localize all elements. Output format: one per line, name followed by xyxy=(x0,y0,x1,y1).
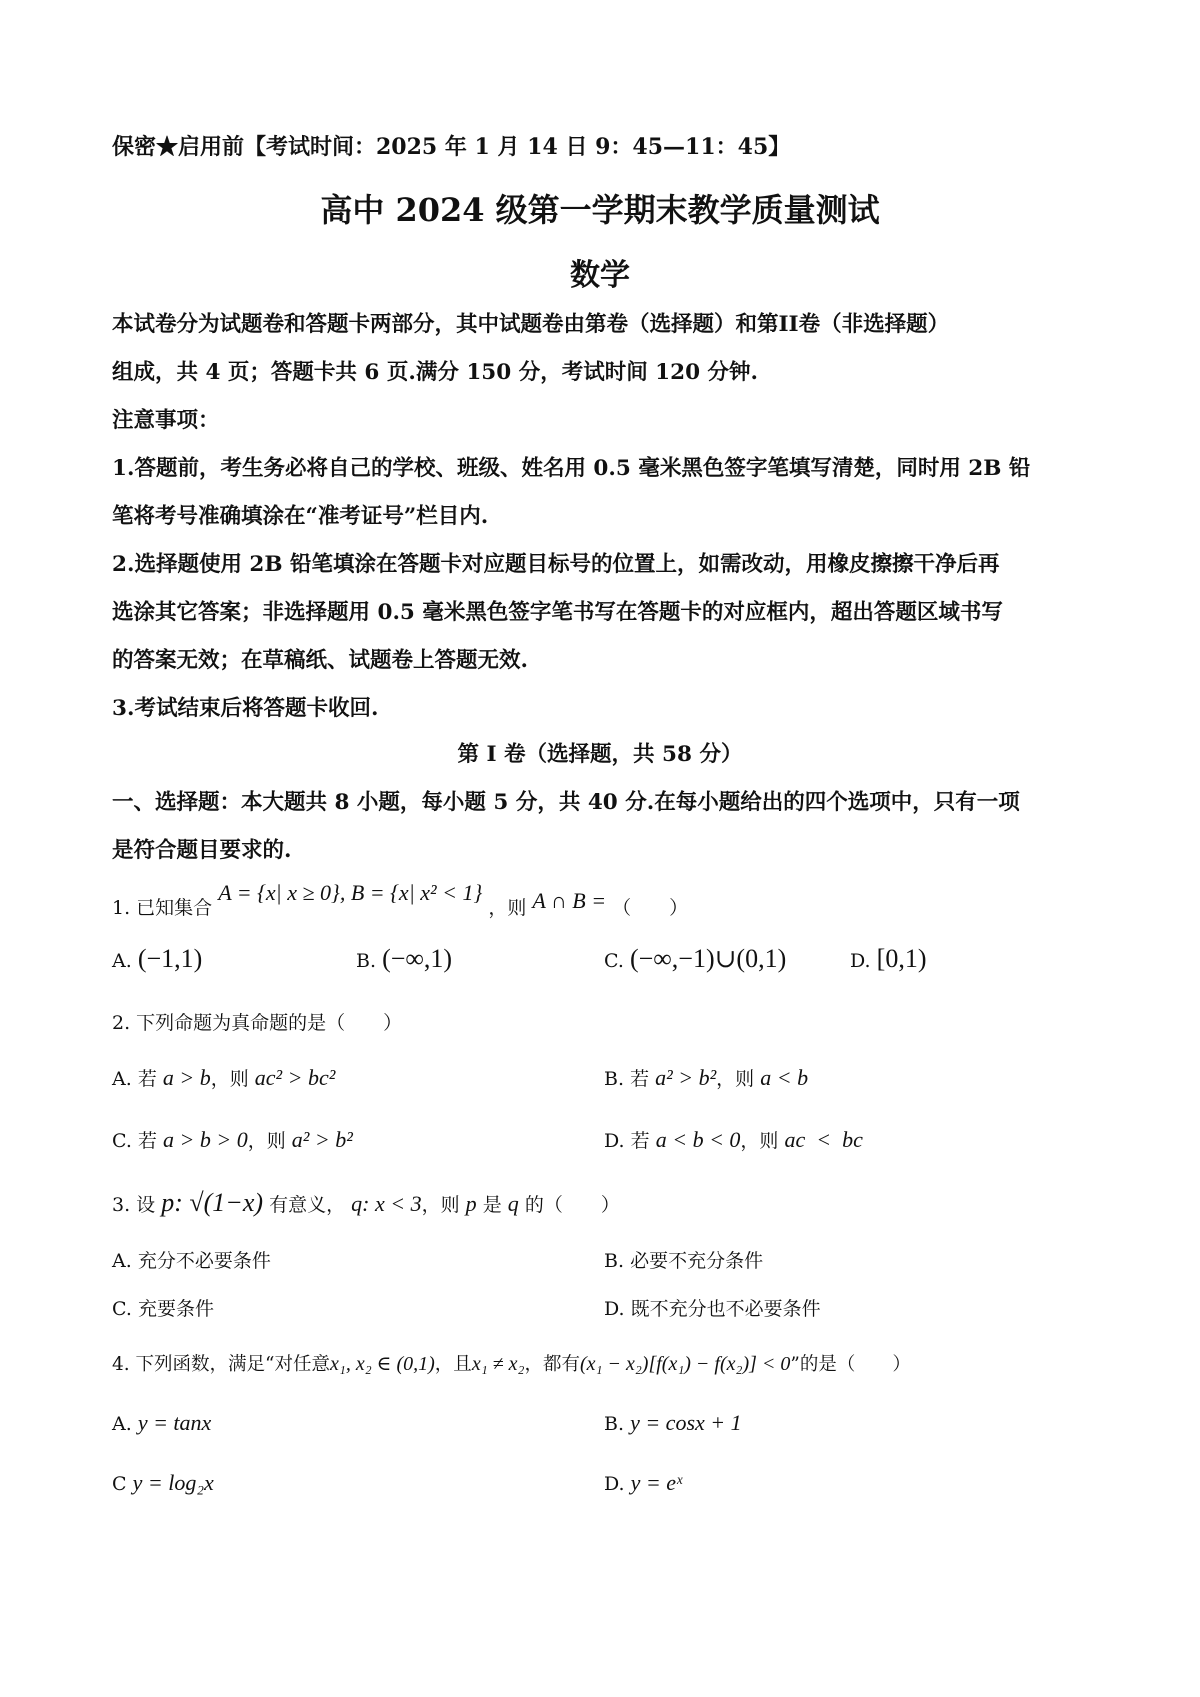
section-desc-b: 是符合题目要求的. xyxy=(112,838,292,863)
subject-title: 数学 xyxy=(570,258,630,293)
question-2-stem: 2. 下列命题为真命题的是（ ） xyxy=(112,1012,403,1034)
q1-option-b[interactable]: B. (−∞,1) xyxy=(356,944,453,973)
q1-option-c[interactable]: C. (−∞,−1)∪(0,1) xyxy=(604,944,787,973)
question-4-stem: 4. 下列函数，满足“对任意x₁, x₂ ∈ (0,1)，且x₁ ≠ x₂，都有(x₁ − x₂)[f(x₁) − f(x₂)] < 0”的是（ ） xyxy=(112,1353,911,1375)
notice-2-line-b: 选涂其它答案；非选择题用 0.5 毫米黑色签字笔书写在答题卡的对应框内，超出答题区域书写 xyxy=(112,600,1003,625)
q3-option-d[interactable]: D. 既不充分也不必要条件 xyxy=(604,1298,821,1320)
q2-option-c[interactable]: C. 若 a > b > 0，则 a² > b² xyxy=(112,1127,353,1152)
q1-option-a[interactable]: A. (−1,1) xyxy=(112,944,203,973)
q1-intersection-formula: A ∩ B = xyxy=(532,888,607,913)
q1-option-d[interactable]: D. [0,1) xyxy=(850,944,927,973)
intro-line-1: 本试卷分为试题卷和答题卡两部分，其中试题卷由第卷（选择题）和第II卷（非选择题） xyxy=(112,312,950,337)
notice-2-line-a: 2.选择题使用 2B 铅笔填涂在答题卡对应题目标号的位置上，如需改动，用橡皮擦擦干净后再 xyxy=(112,552,1000,577)
section-desc-a: 一、选择题：本大题共 8 小题，每小题 5 分，共 40 分.在每小题给出的四个选项中，只有一项 xyxy=(112,790,1020,815)
q3-option-b[interactable]: B. 必要不充分条件 xyxy=(604,1250,764,1272)
q3-p-formula: p: √(1−x) xyxy=(161,1188,264,1217)
q3-q-formula: q: x < 3 xyxy=(351,1191,422,1216)
notice-3: 3.考试结束后将答题卡收回. xyxy=(112,696,379,721)
confidential-header: 保密★启用前【考试时间：2025 年 1 月 14 日 9：45—11：45】 xyxy=(112,134,791,160)
q4-option-c[interactable]: C y = log₂x xyxy=(112,1470,214,1495)
q2-option-b[interactable]: B. 若 a² > b²，则 a < b xyxy=(604,1065,809,1090)
q2-option-a[interactable]: A. 若 a > b，则 ac² > bc² xyxy=(112,1065,336,1090)
q1-sets-formula: A = {x| x ≥ 0}, B = {x| x² < 1} xyxy=(218,880,483,905)
notice-2-line-c: 的答案无效；在草稿纸、试题卷上答题无效. xyxy=(112,648,528,673)
exam-title: 高中 2024 级第一学期末教学质量测试 xyxy=(320,191,880,229)
question-3-stem: 3. 设 p: √(1−x) 有意义， q: x < 3，则 p 是 q 的（ ） xyxy=(112,1188,620,1217)
q2-option-d[interactable]: D. 若 a < b < 0，则 ac < bc xyxy=(604,1127,863,1152)
q4-option-a[interactable]: A. y = tanx xyxy=(112,1410,212,1435)
notice-1-line-a: 1.答题前，考生务必将自己的学校、班级、姓名用 0.5 毫米黑色签字笔填写清楚，同时用 2B 铅 xyxy=(112,456,1031,481)
notice-title: 注意事项： xyxy=(112,408,220,433)
q4-option-d[interactable]: D. y = eˣ xyxy=(604,1470,683,1495)
question-1-stem: 1. 已知集合 A = {x| x ≥ 0}, B = {x| x² < 1} ，则 A ∩ B = （ ） xyxy=(112,880,689,919)
q4-monotonic-formula: (x₁ − x₂)[f(x₁) − f(x₂)] < 0 xyxy=(579,1353,791,1375)
section-heading: 第 I 卷（选择题，共 58 分） xyxy=(457,742,743,767)
q3-option-c[interactable]: C. 充要条件 xyxy=(112,1298,214,1320)
q4-option-b[interactable]: B. y = cosx + 1 xyxy=(604,1410,742,1435)
q4-domain-formula: x₁, x₂ ∈ (0,1) xyxy=(330,1353,435,1375)
q3-option-a[interactable]: A. 充分不必要条件 xyxy=(112,1250,271,1272)
notice-1-line-b: 笔将考号准确填涂在“准考证号”栏目内. xyxy=(112,504,489,529)
intro-line-2: 组成，共 4 页；答题卡共 6 页.满分 150 分，考试时间 120 分钟. xyxy=(112,360,759,385)
